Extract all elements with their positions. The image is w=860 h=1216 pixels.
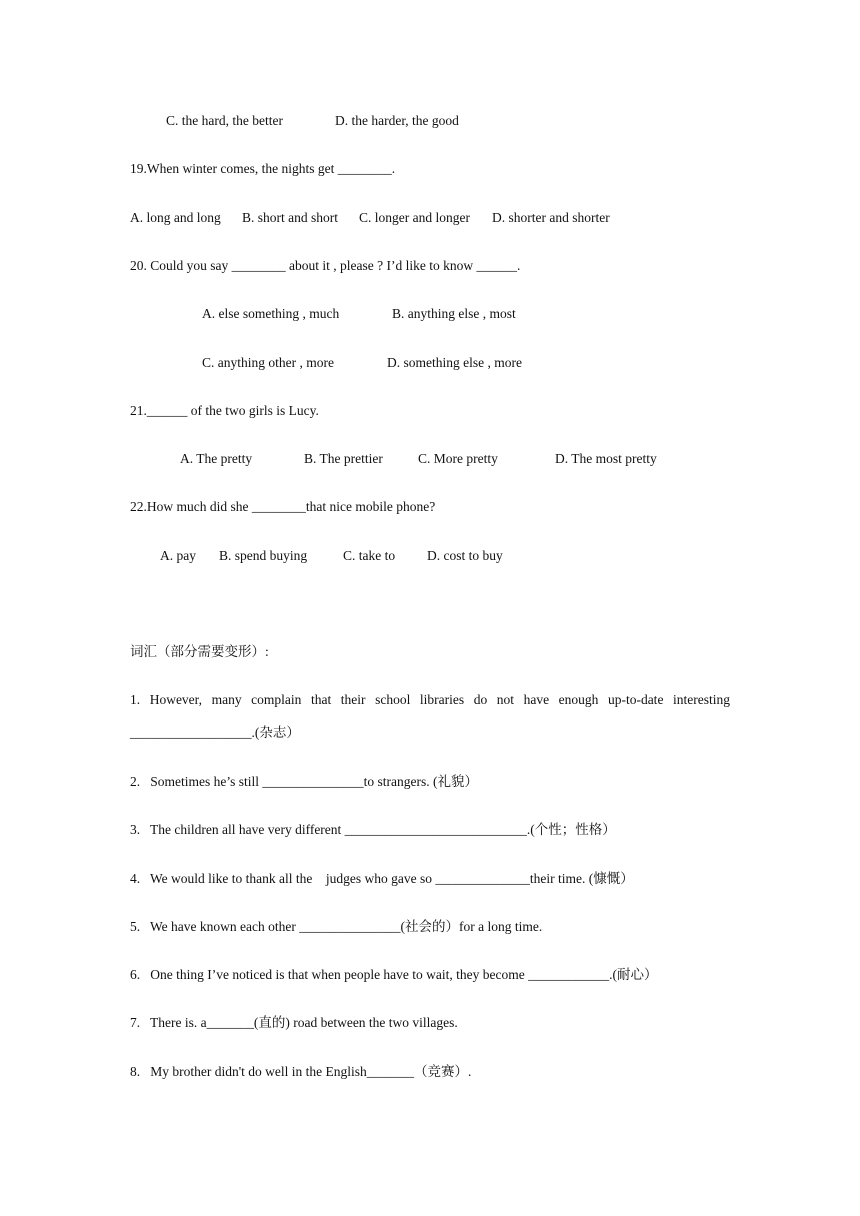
q20-option-d: D. something else , more: [387, 355, 522, 370]
q22-option-c: C. take to: [343, 548, 396, 563]
q22-option-b: B. spend buying: [219, 548, 308, 563]
vocab-item-1: 1. However, many complain that their school libraries do not have enough up-to-date interesting: [130, 692, 730, 707]
q18-option-c: C. the hard, the better: [166, 113, 283, 128]
q21-option-c: C. More pretty: [418, 451, 498, 466]
q22-option-d: D. cost to buy: [427, 548, 503, 563]
vocab-item-2: 2. Sometimes he’s still _______________to strangers. (礼貌）: [130, 774, 478, 789]
q22-stem: 22.How much did she ________that nice mobile phone?: [130, 499, 436, 514]
q19-option-d: D. shorter and shorter: [492, 210, 610, 225]
vocab-heading: 词汇（部分需要变形）:: [130, 644, 269, 659]
q19-option-b: B. short and short: [242, 210, 338, 225]
q20-option-c: C. anything other , more: [202, 355, 334, 370]
q19-option-c: C. longer and longer: [359, 210, 470, 225]
q19-option-a: A. long and long: [130, 210, 221, 225]
q21-option-a: A. The pretty: [180, 451, 253, 466]
q20-option-a: A. else something , much: [202, 306, 340, 321]
vocab-item-1-continued: __________________.(杂志）: [130, 725, 300, 740]
q22-option-a: A. pay: [160, 548, 196, 563]
q20-option-b: B. anything else , most: [392, 306, 516, 321]
q19-stem: 19.When winter comes, the nights get ________.: [130, 161, 396, 176]
vocab-item-8: 8. My brother didn't do well in the English_______（竞赛）.: [130, 1064, 472, 1079]
q21-option-d: D. The most pretty: [555, 451, 657, 466]
q21-stem: 21.______ of the two girls is Lucy.: [130, 403, 319, 418]
vocab-item-4: 4. We would like to thank all the judges who gave so ______________their time. (慷慨）: [130, 871, 634, 886]
vocab-item-3: 3. The children all have very different ___________________________.(个性；性格）: [130, 822, 616, 837]
vocab-item-6: 6. One thing I’ve noticed is that when people have to wait, they become ____________.(耐心）: [130, 967, 658, 982]
vocab-item-7: 7. There is. a_______(直的) road between the two villages.: [130, 1015, 458, 1030]
q18-option-d: D. the harder, the good: [335, 113, 459, 128]
vocab-item-5: 5. We have known each other _______________(社会的）for a long time.: [130, 919, 543, 934]
q20-stem: 20. Could you say ________ about it , please ? I’d like to know ______.: [130, 258, 521, 273]
q21-option-b: B. The prettier: [304, 451, 383, 466]
